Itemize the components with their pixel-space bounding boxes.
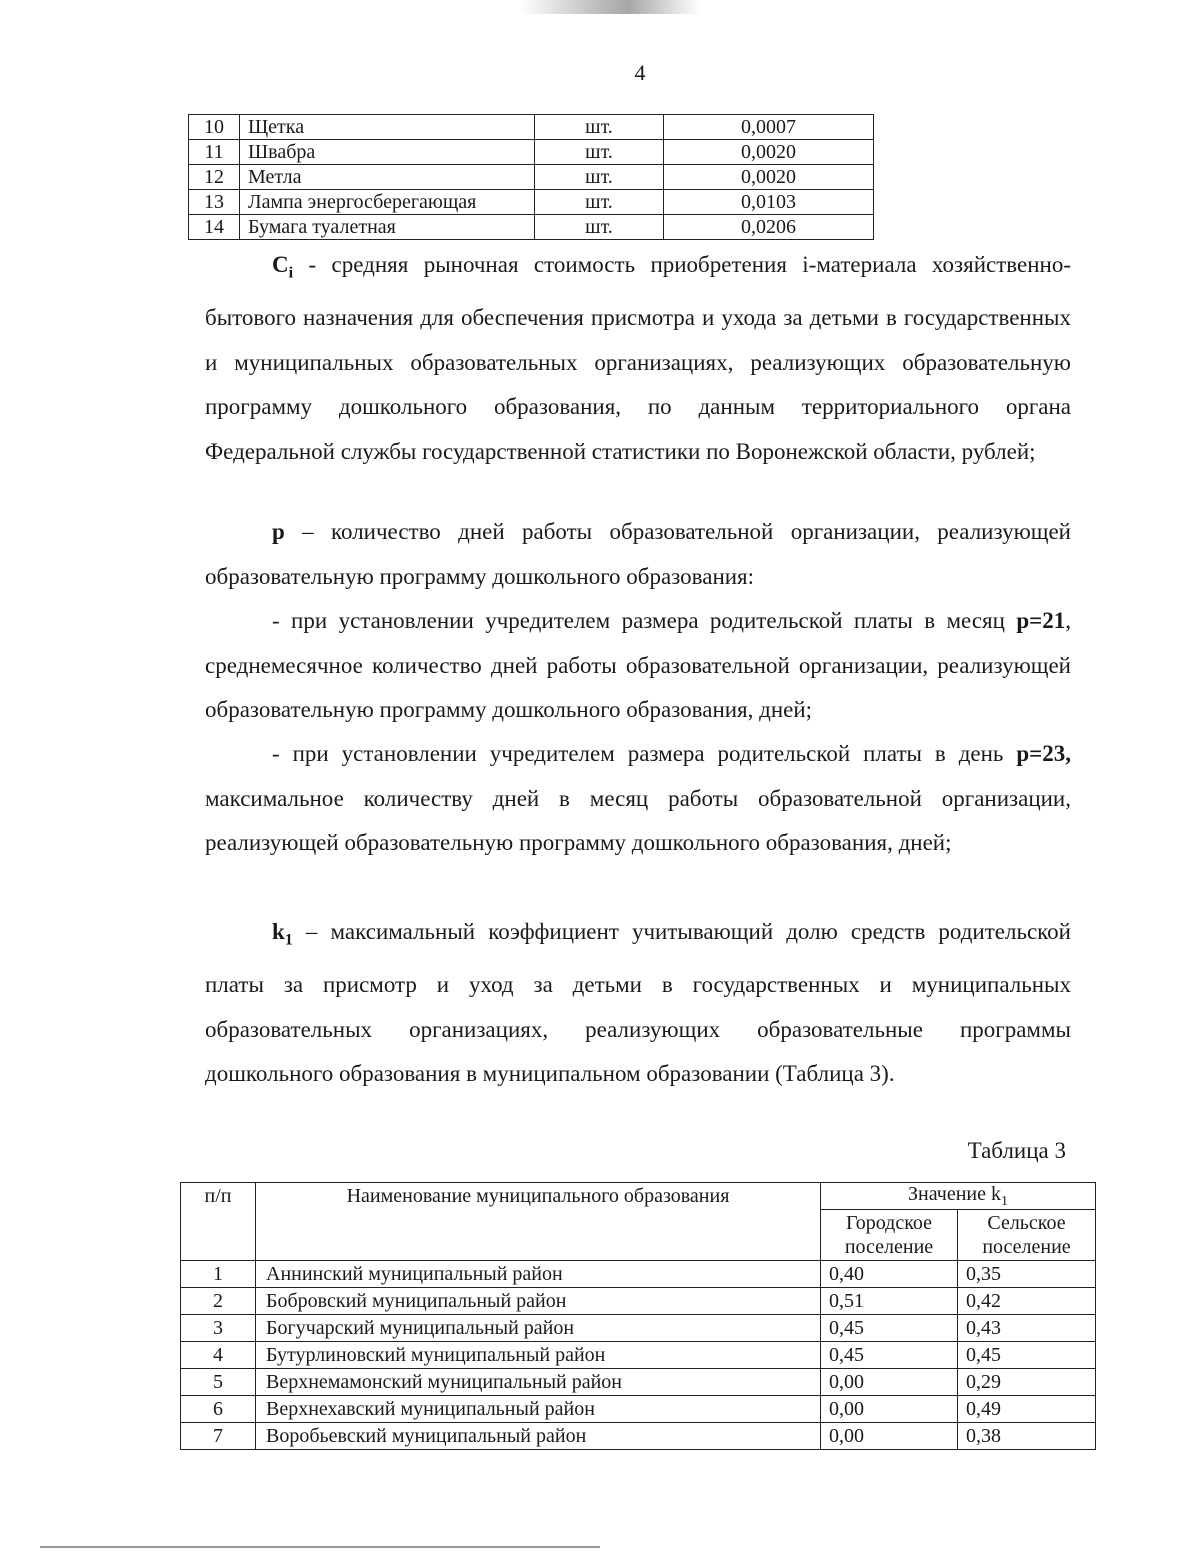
district-name: Воробьевский муниципальный район (256, 1423, 821, 1450)
table-row (189, 140, 874, 165)
table-row (189, 115, 874, 140)
k1-coefficients-table (180, 1182, 1096, 1450)
urban-value: 0,45 (821, 1315, 958, 1342)
table-row (181, 1423, 1096, 1450)
row-number: 13 (189, 190, 240, 215)
district-name: Бобровский муниципальный район (256, 1288, 821, 1315)
rural-value: 0,29 (958, 1369, 1096, 1396)
header-name: Наименование муниципального образования (256, 1183, 821, 1261)
row-number: 14 (189, 215, 240, 240)
table-row (181, 1342, 1096, 1369)
table-row (181, 1396, 1096, 1423)
item-name: Лампа энергосберегающая (240, 190, 535, 215)
header-urban: Городское поселение (821, 1210, 958, 1261)
district-name: Верхнехавский муниципальный район (256, 1396, 821, 1423)
item-value: 0,0206 (664, 215, 874, 240)
row-number: 12 (189, 165, 240, 190)
table-row (181, 1288, 1096, 1315)
rural-value: 0,35 (958, 1261, 1096, 1288)
row-number: 7 (181, 1423, 256, 1450)
definition-ci (205, 243, 1071, 474)
item-unit: шт. (535, 165, 664, 190)
urban-value: 0,00 (821, 1396, 958, 1423)
item-value: 0,0020 (664, 140, 874, 165)
urban-value: 0,00 (821, 1423, 958, 1450)
rural-value: 0,43 (958, 1315, 1096, 1342)
rural-value: 0,49 (958, 1396, 1096, 1423)
item-name: Метла (240, 165, 535, 190)
row-number: 4 (181, 1342, 256, 1369)
district-name: Аннинский муниципальный район (256, 1261, 821, 1288)
urban-value: 0,00 (821, 1369, 958, 1396)
district-name: Бутурлиновский муниципальный район (256, 1342, 821, 1369)
row-number: 6 (181, 1396, 256, 1423)
rural-value: 0,38 (958, 1423, 1096, 1450)
header-num: п/п (181, 1183, 256, 1261)
definition-p-month: - при установлении учредителем размера родительской платы в месяц p=21, среднемесячное количество дней работы образовательной организации, реализующей образовательную программу дошкольного образования, дней; (205, 608, 1071, 722)
symbol-p: p (272, 519, 285, 544)
district-name: Богучарский муниципальный район (256, 1315, 821, 1342)
table-row (189, 165, 874, 190)
row-number: 3 (181, 1315, 256, 1342)
scan-artifact-bottom (40, 1546, 600, 1548)
table-row (189, 215, 874, 240)
row-number: 11 (189, 140, 240, 165)
page-number: 4 (634, 60, 646, 85)
row-number: 2 (181, 1288, 256, 1315)
item-name: Щетка (240, 115, 535, 140)
definition-k1 (205, 910, 1071, 1097)
row-number: 5 (181, 1369, 256, 1396)
item-unit: шт. (535, 115, 664, 140)
rural-value: 0,42 (958, 1288, 1096, 1315)
definition-p (205, 510, 1071, 599)
header-rural: Сельское поселение (958, 1210, 1096, 1261)
definition-k1-text: – максимальный коэффициент учитывающий долю средств родительской платы за присмотр и уход за детьми в государственных и муниципальных образовательных организациях, реализующих образовательные программы дошкольного образования в муниципальном образовании (Таблица 3). (205, 919, 1071, 1087)
item-name: Швабра (240, 140, 535, 165)
header-value: Значение $k_1$ (821, 1183, 1096, 1210)
table-row (189, 190, 874, 215)
item-name: Бумага туалетная (240, 215, 535, 240)
row-number: 10 (189, 115, 240, 140)
urban-value: 0,51 (821, 1288, 958, 1315)
item-unit: шт. (535, 215, 664, 240)
table-row (181, 1261, 1096, 1288)
symbol-ci: $C_i$ (272, 252, 294, 282)
item-unit: шт. (535, 140, 664, 165)
table-row (181, 1369, 1096, 1396)
item-unit: шт. (535, 190, 664, 215)
supplies-table (188, 114, 874, 240)
rural-value: 0,45 (958, 1342, 1096, 1369)
table-row (181, 1315, 1096, 1342)
row-number: 1 (181, 1261, 256, 1288)
urban-value: 0,40 (821, 1261, 958, 1288)
district-name: Верхнемамонский муниципальный район (256, 1369, 821, 1396)
symbol-k1: $k_1$ (272, 919, 293, 949)
value-p-day: p=23, (1016, 741, 1071, 766)
value-p-month: p=21 (1016, 608, 1066, 633)
item-value: 0,0103 (664, 190, 874, 215)
table-caption: Таблица 3 (967, 1138, 1066, 1163)
item-value: 0,0007 (664, 115, 874, 140)
definition-ci-text: - средняя рыночная стоимость приобретения i-материала хозяйственно-бытового назначения для обеспечения присмотра и ухода за детьми в государственных и муниципальных образовательных организациях, реализующих образовательную программу дошкольного образования, по данным территориального органа Федеральной службы государственной статистики по Воронежской области, рублей; (205, 252, 1071, 464)
item-value: 0,0020 (664, 165, 874, 190)
table-header-row (181, 1183, 1096, 1210)
scan-artifact-top (520, 0, 700, 14)
definition-p-text: – количество дней работы образовательной организации, реализующей образовательную программу дошкольного образования: (205, 519, 1071, 589)
definition-p-day: - при установлении учредителем размера родительской платы в день p=23, максимальное количеству дней в месяц работы образовательной организации, реализующей образовательную программу дошкольного образования, дней; (205, 741, 1071, 855)
urban-value: 0,45 (821, 1342, 958, 1369)
